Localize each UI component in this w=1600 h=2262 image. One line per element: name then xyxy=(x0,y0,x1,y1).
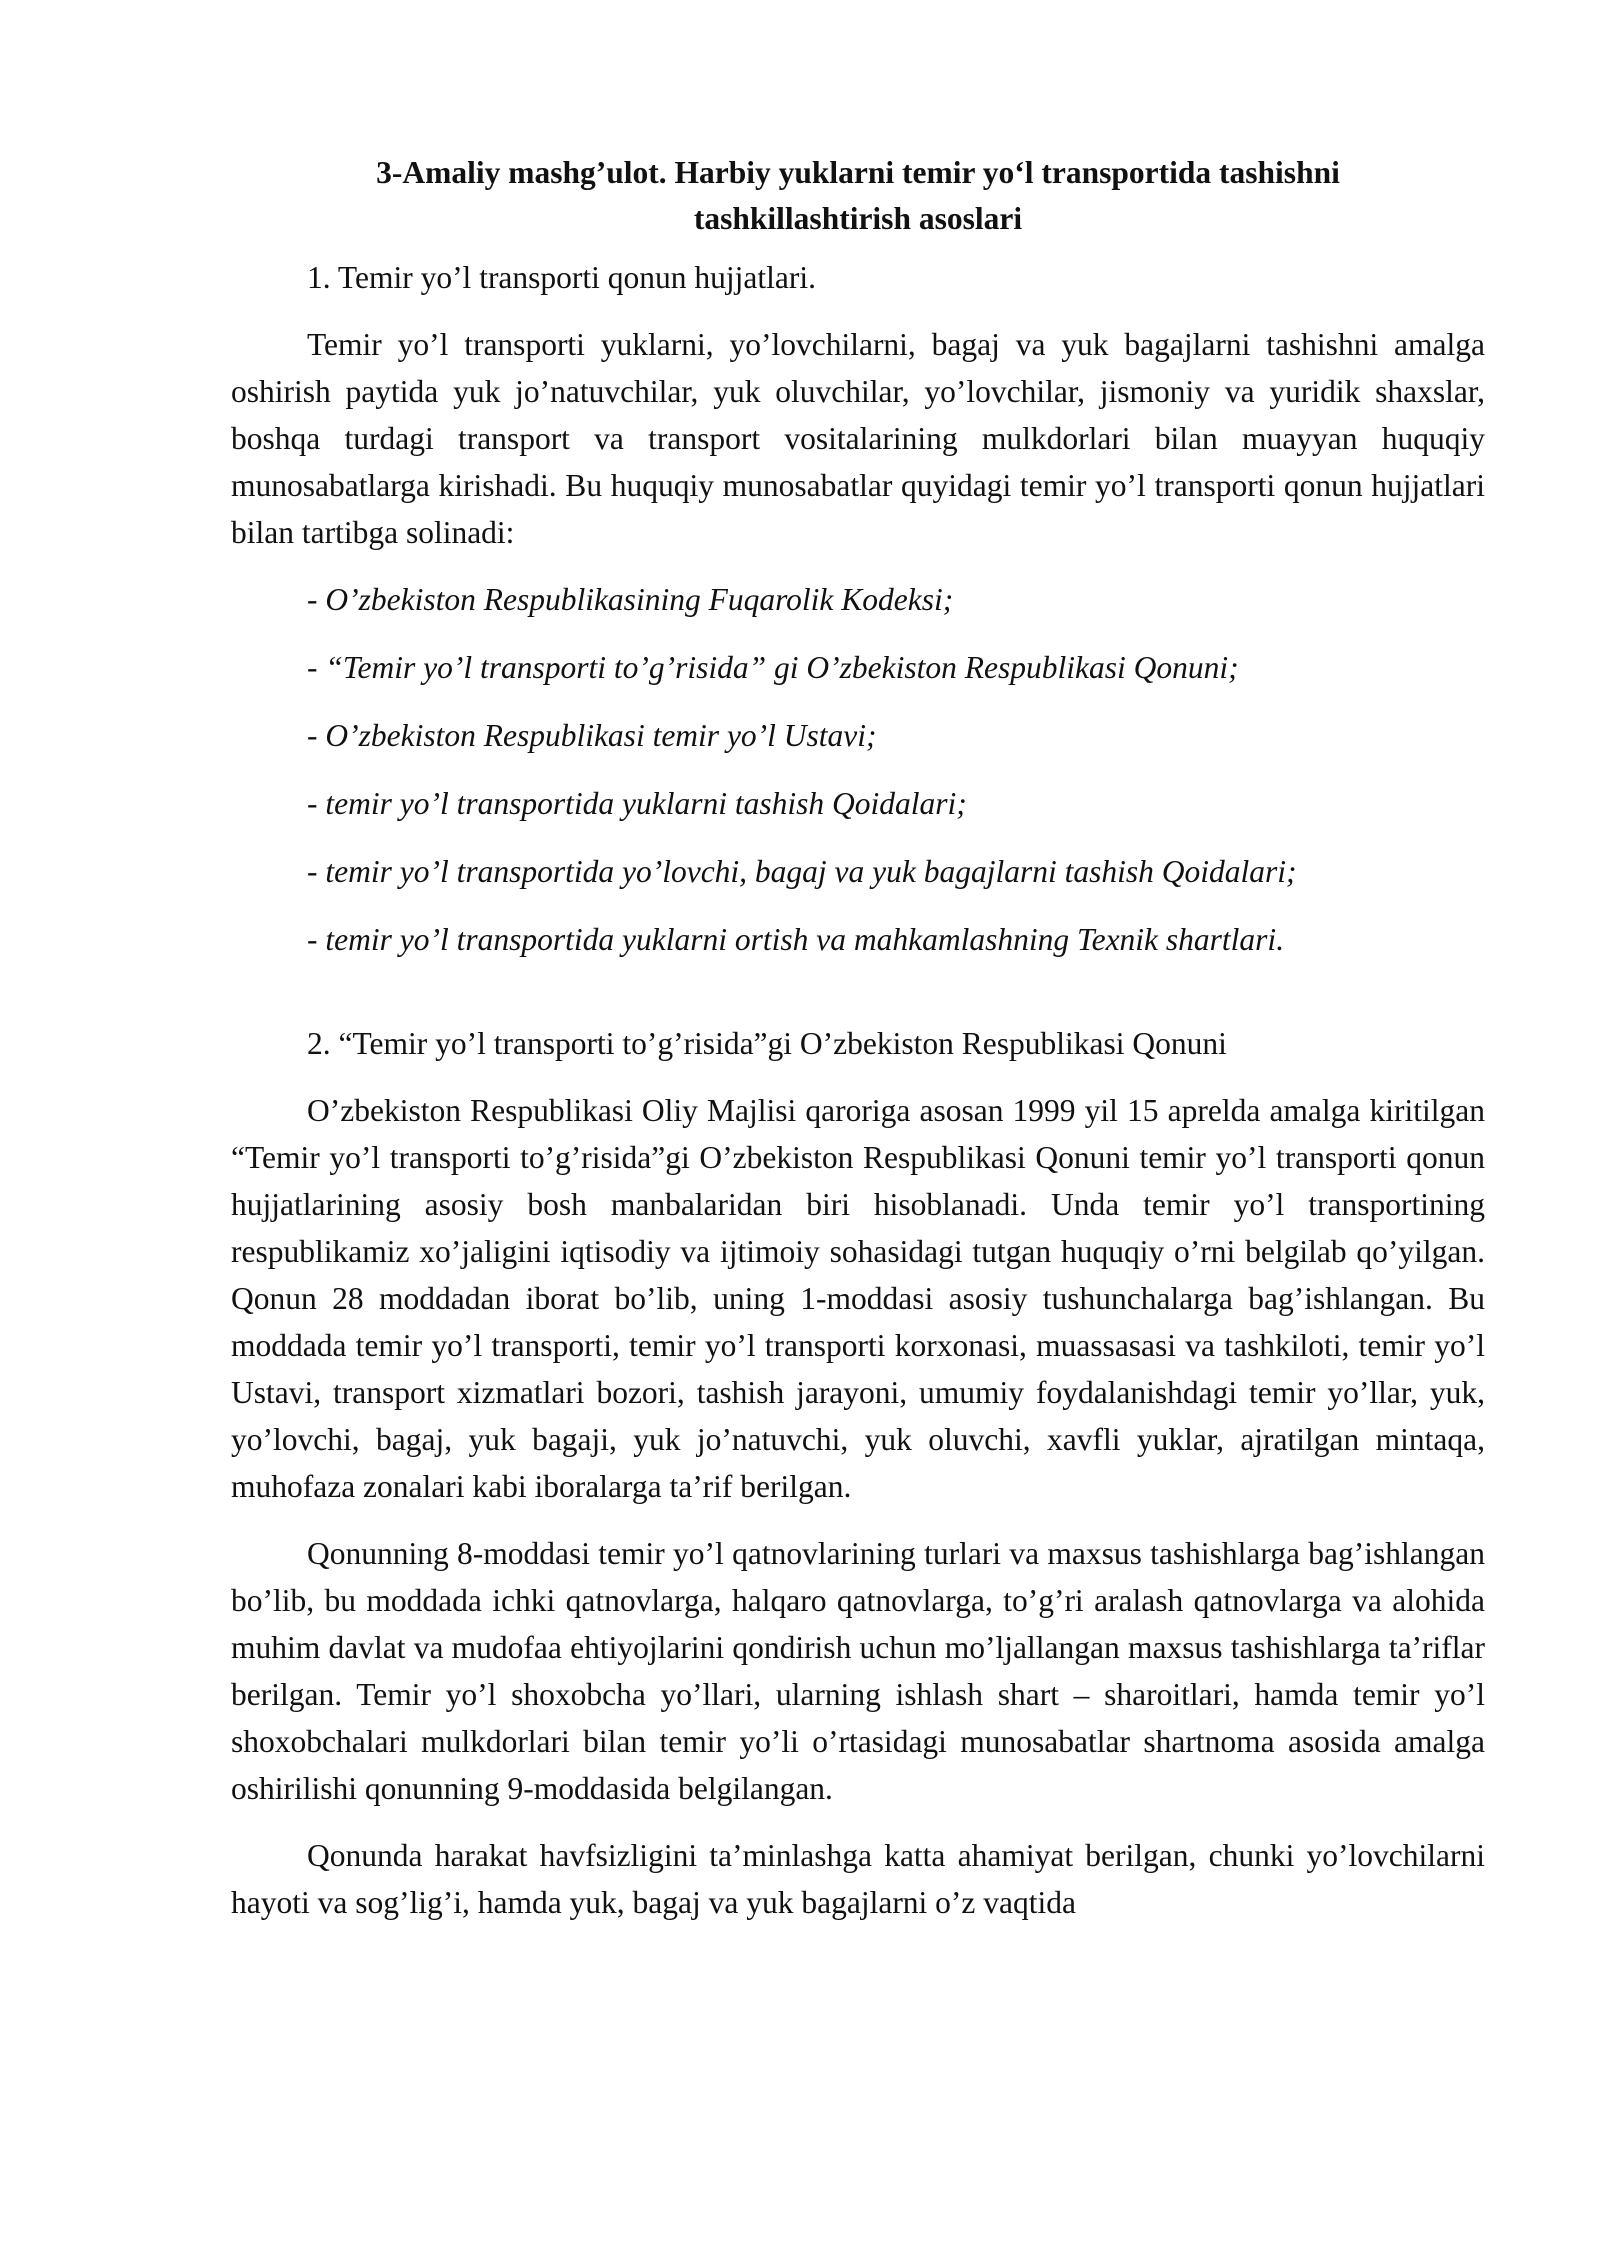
section-2-paragraph-3: Qonunda harakat havfsizligini ta’minlashga katta ahamiyat berilgan, chunki yo’lovchilarni hayoti va sog’lig’i, hamda yuk, bagaj va yuk bagajlarni o’z vaqtida xyxy=(231,1838,1485,1920)
list-item-text: temir yo’l transportida yuklarni ortish va mahkamlashning Texnik shartlari. xyxy=(325,922,1285,957)
section-1-paragraph: Temir yo’l transporti yuklarni, yo’lovchilarni, bagaj va yuk bagajlarni tashishni amalga oshirish paytida yuk jo’natuvchilar, yuk oluvchilar, yo’lovchilar, jismoniy va yuridik shaxslar, boshqa turdagi transport va transport vositalarining mulkdorlari bilan muayyan huquqiy munosabatlarga kirishadi. Bu huquqiy munosabatlar quyidagi temir yo’l transporti qonun hujjatlari bilan tartibga solinadi: xyxy=(231,327,1485,550)
section-2-heading: 2. “Temir yo’l transporti to’g’risida”gi O’zbekiston Respublikasi Qonuni xyxy=(307,1026,1227,1061)
list-dash: - xyxy=(307,854,326,889)
list-item xyxy=(231,644,1485,691)
document-title xyxy=(231,150,1485,242)
list-item xyxy=(231,576,1485,623)
list-item-text: O’zbekiston Respublikasining Fuqarolik Kodeksi; xyxy=(325,582,954,617)
list-item xyxy=(231,712,1485,759)
list-item-text: temir yo’l transportida yo’lovchi, bagaj va yuk bagajlarni tashish Qoidalari; xyxy=(325,854,1297,889)
list-item-text: O’zbekiston Respublikasi temir yo’l Ustavi; xyxy=(325,718,877,753)
list-dash: - xyxy=(307,650,326,685)
list-dash: - xyxy=(307,718,326,753)
section-2-paragraph-2: Qonunning 8-moddasi temir yo’l qatnovlarining turlari va maxsus tashishlarga bag’ishlangan bo’lib, bu moddada ichki qatnovlarga, halqaro qatnovlarga, to’g’ri aralash qatnovlarga va alohida muhim davlat va mudofaa ehtiyojlarini qondirish uchun mo’ljallangan maxsus tashishlarga ta’riflar berilgan. Temir yo’l shoxobcha yo’llari, ularning ishlash shart – sharoitlari, hamda temir yo’l shoxobchalari mulkdorlari bilan temir yo’li o’rtasidagi munosabatlar shartnoma asosida amalga oshirilishi qonunning 9-moddasida belgilangan. xyxy=(231,1536,1485,1806)
section-1-heading: 1. Temir yo’l transporti qonun hujjatlari. xyxy=(307,260,816,295)
section-2-paragraph-1: O’zbekiston Respublikasi Oliy Majlisi qaroriga asosan 1999 yil 15 aprelda amalga kiritilgan “Temir yo’l transporti to’g’risida”gi O’zbekiston Respublikasi Qonuni temir yo’l transporti qonun hujjatlarining asosiy bosh manbalaridan biri hisoblanadi. Unda temir yo’l transportining respublikamiz xo’jaligini iqtisodiy va ijtimoiy sohasidagi tutgan huquqiy o’rni belgilab qo’yilgan. Qonun 28 moddadan iborat bo’lib, uning 1-moddasi asosiy tushunchalarga bag’ishlangan. Bu moddada temir yo’l transporti, temir yo’l transporti korxonasi, muassasasi va tashkiloti, temir yo’l Ustavi, transport xizmatlari bozori, tashish jarayoni, umumiy foydalanishdagi temir yo’llar, yuk, yo’lovchi, bagaj, yuk bagaji, yuk jo’natuvchi, yuk oluvchi, xavfli yuklar, ajratilgan mintaqa, muhofaza zonalari kabi iboralarga ta’rif berilgan. xyxy=(231,1093,1485,1504)
list-item-text: temir yo’l transportida yuklarni tashish Qoidalari; xyxy=(325,786,967,821)
list-item-text: “Temir yo’l transporti to’g’risida” gi O’zbekiston Respublikasi Qonuni; xyxy=(325,650,1239,685)
list-item xyxy=(231,848,1485,895)
legislation-list xyxy=(231,576,1485,963)
title-line-2: tashkillashtirish asoslari xyxy=(693,201,1023,236)
section-spacer xyxy=(231,984,1485,1020)
title-line-1: 3-Amaliy mashg’ulot. Harbiy yuklarni temir yo‘l transportida tashishni xyxy=(376,155,1340,190)
list-dash: - xyxy=(307,786,326,821)
list-dash: - xyxy=(307,582,326,617)
document-body xyxy=(231,150,1485,1946)
list-item xyxy=(231,780,1485,827)
list-dash: - xyxy=(307,922,326,957)
list-item xyxy=(231,916,1485,963)
